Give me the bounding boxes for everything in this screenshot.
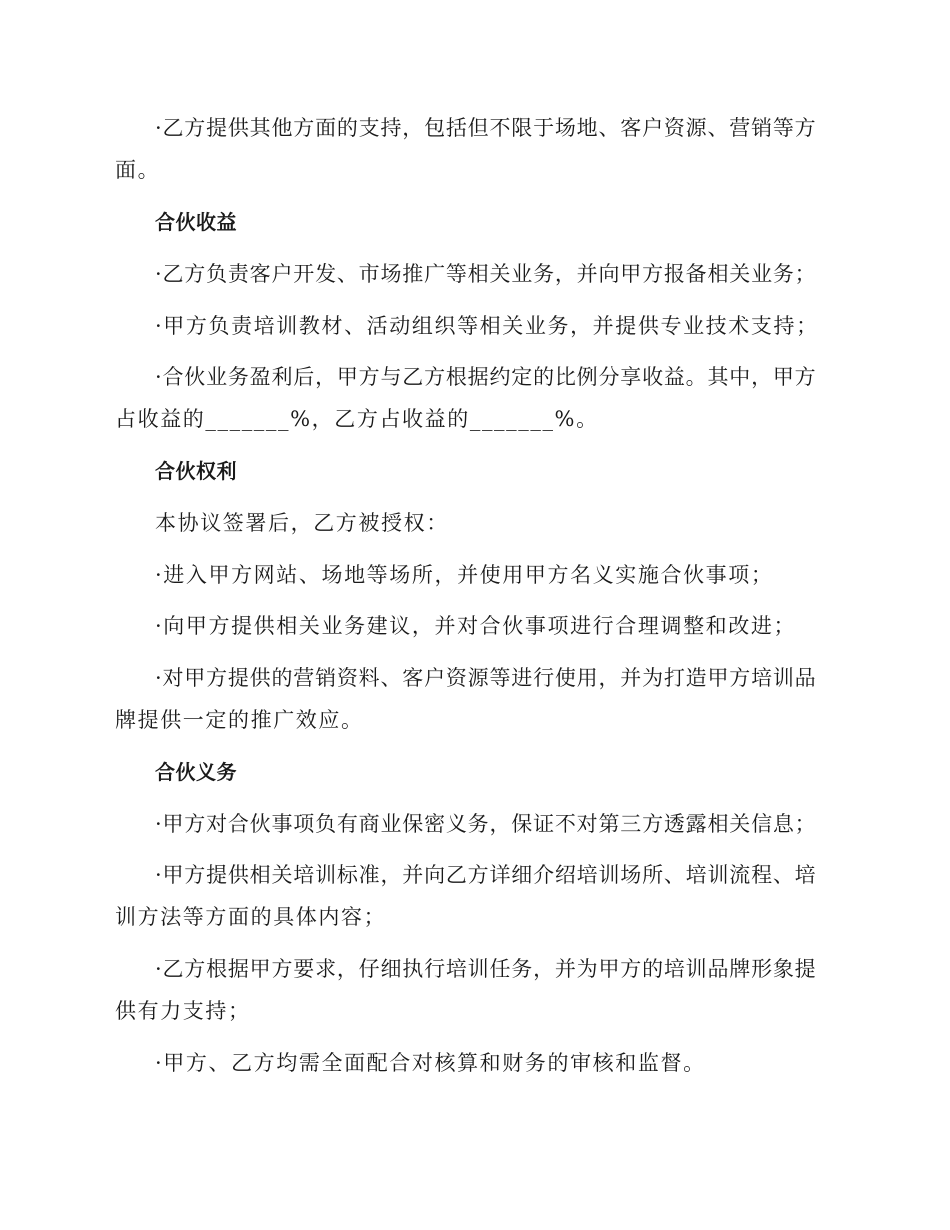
paragraph-line: 供有力支持； bbox=[115, 999, 251, 1023]
paragraph-line: 本协议签署后，乙方被授权： bbox=[155, 511, 449, 535]
paragraph-line: ·向甲方提供相关业务建议，并对合伙事项进行合理调整和改进； bbox=[155, 614, 797, 638]
paragraph-line: 占收益的_______%，乙方占收益的_______%。 bbox=[115, 407, 599, 431]
paragraph-line: 面。 bbox=[115, 158, 161, 182]
paragraph-line: ·甲方对合伙事项负有商业保密义务，保证不对第三方透露相关信息； bbox=[155, 812, 817, 836]
paragraph-line: 牌提供一定的推广效应。 bbox=[115, 708, 364, 732]
paragraph-line: ·乙方提供其他方面的支持，包括但不限于场地、客户资源、营销等方 bbox=[155, 116, 817, 140]
paragraph-line: ·甲方提供相关培训标准，并向乙方详细介绍培训场所、培训流程、培 bbox=[155, 863, 817, 887]
paragraph-line: 训方法等方面的具体内容； bbox=[115, 905, 387, 929]
paragraph-line: ·乙方负责客户开发、市场推广等相关业务，并向甲方报备相关业务； bbox=[155, 262, 817, 286]
paragraph-line: ·乙方根据甲方要求，仔细执行培训任务，并为甲方的培训品牌形象提 bbox=[155, 957, 817, 981]
section-heading-obligations: 合伙义务 bbox=[155, 760, 237, 784]
section-heading-rights: 合伙权利 bbox=[155, 459, 237, 483]
section-heading-income: 合伙收益 bbox=[155, 210, 237, 234]
paragraph-line: ·甲方、乙方均需全面配合对核算和财务的审核和监督。 bbox=[155, 1051, 706, 1075]
paragraph-line: ·对甲方提供的营销资料、客户资源等进行使用，并为打造甲方培训品 bbox=[155, 666, 817, 690]
paragraph-line: ·合伙业务盈利后，甲方与乙方根据约定的比例分享收益。其中，甲方 bbox=[155, 365, 817, 389]
paragraph-line: ·甲方负责培训教材、活动组织等相关业务，并提供专业技术支持； bbox=[155, 314, 819, 338]
paragraph-line: ·进入甲方网站、场地等场所，并使用甲方名义实施合伙事项； bbox=[155, 563, 774, 587]
